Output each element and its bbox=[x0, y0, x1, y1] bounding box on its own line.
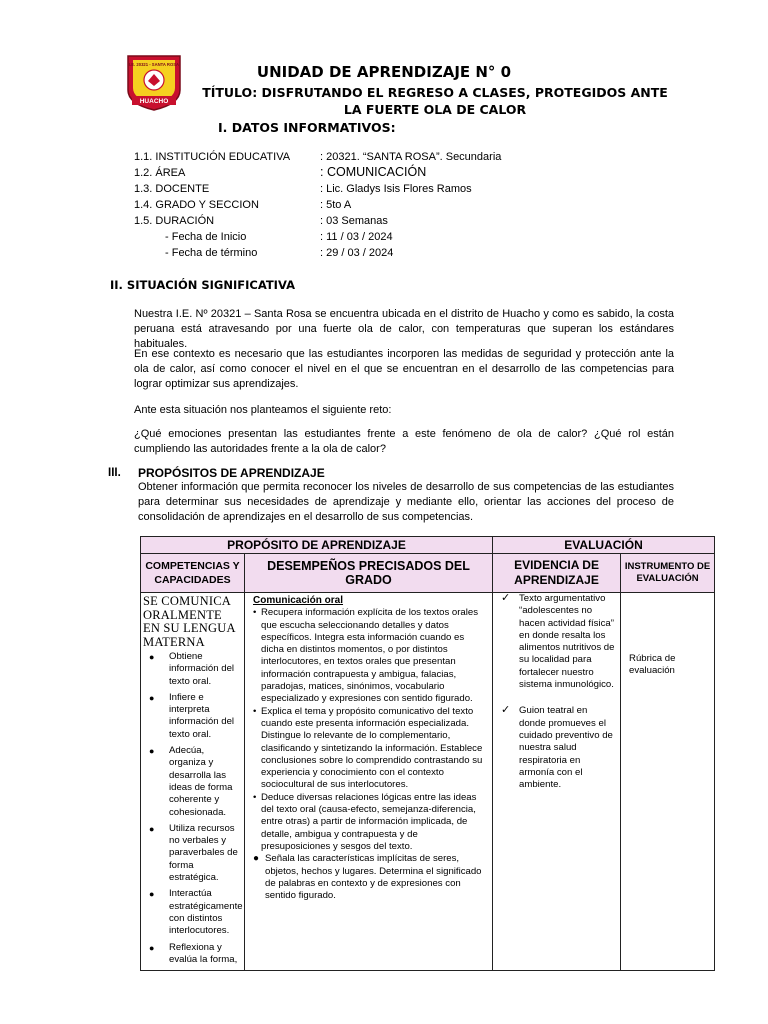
info-label: - Fecha de término bbox=[165, 247, 258, 259]
info-value: : 29 / 03 / 2024 bbox=[320, 247, 394, 259]
capacidad-text: Adecúa, organiza y desarrolla las ideas de forma coherente y cohesionada. bbox=[169, 745, 233, 818]
section-number: III. bbox=[108, 467, 121, 479]
info-value: : 20321. “SANTA ROSA”. Secundaria bbox=[320, 151, 502, 163]
checkmark-icon: ✓ bbox=[501, 704, 511, 717]
header-instrumento: INSTRUMENTO DE EVALUACIÓN bbox=[621, 554, 715, 593]
bullet-icon: ● bbox=[149, 889, 155, 900]
header-evaluacion: EVALUACIÓN bbox=[493, 537, 715, 554]
list-item bbox=[143, 692, 242, 741]
bullet-icon: ● bbox=[149, 692, 155, 703]
capacidad-text: Utiliza recursos no verbales y paraverbales de forma estratégica. bbox=[169, 822, 238, 884]
desempenos-cell bbox=[245, 593, 493, 971]
logo-bottom-text: HUACHO bbox=[139, 98, 169, 105]
datos-informativos bbox=[0, 0, 768, 270]
info-label: 1.2. ÁREA bbox=[134, 167, 186, 179]
document-subtitle: TÍTULO: DISFRUTANDO EL REGRESO A CLASES, PROTEGIDOS ANTE LA FUERTE OLA DE CALOR bbox=[202, 85, 668, 117]
competencia-title: SE COMUNICA ORALMENTE EN SU LENGUA MATERNA bbox=[143, 594, 235, 649]
logo-top-text: I.E. 20321 - SANTA ROSA bbox=[128, 62, 180, 67]
info-value: : COMUNICACIÓN bbox=[320, 165, 427, 179]
bullet-icon: ● bbox=[149, 823, 155, 834]
info-label: - Fecha de Inicio bbox=[165, 231, 247, 243]
capacidad-text: Reflexiona y evalúa la forma, bbox=[169, 941, 238, 965]
list-item bbox=[253, 853, 488, 902]
list-item bbox=[143, 651, 242, 688]
list-item bbox=[253, 792, 488, 853]
header-desempenos: DESEMPEÑOS PRECISADOS DEL GRADO bbox=[245, 554, 493, 593]
info-label: 1.1. INSTITUCIÓN EDUCATIVA bbox=[134, 151, 291, 163]
info-label: 1.3. DOCENTE bbox=[134, 183, 210, 195]
document-title: UNIDAD DE APRENDIZAJE N° 0 bbox=[256, 63, 512, 81]
capacidades-list bbox=[143, 651, 242, 966]
propositos-table bbox=[140, 536, 715, 971]
instrumento-text: Rúbrica de evaluación bbox=[629, 653, 676, 677]
desempenos-list bbox=[253, 607, 488, 902]
info-label: 1.4. GRADO Y SECCION bbox=[134, 199, 259, 211]
section-heading-datos: I. DATOS INFORMATIVOS: bbox=[218, 120, 396, 135]
evidencia-item bbox=[499, 705, 616, 791]
bullet-icon: ● bbox=[149, 652, 155, 662]
competencias-cell bbox=[141, 593, 245, 971]
bullet-icon: • bbox=[253, 607, 257, 619]
bullet-icon: ● bbox=[253, 853, 260, 865]
list-item bbox=[143, 942, 242, 967]
list-item bbox=[253, 706, 488, 792]
header-competencias: COMPETENCIAS Y CAPACIDADES bbox=[141, 554, 245, 593]
evidencias-cell bbox=[493, 593, 621, 971]
capacidad-text: Interactúa estratégicamente con distintos interlocutores. bbox=[169, 888, 243, 937]
bullet-icon: • bbox=[253, 705, 257, 717]
desempenos-title: Comunicación oral bbox=[253, 595, 344, 606]
bullet-icon: ● bbox=[149, 942, 155, 953]
desempeno-text: Señala las características implícitas de seres, objetos, hechos y lugares. Determina el significado de palabras en contexto y de expresiones con sentido figurado. bbox=[265, 853, 482, 902]
section-heading-situacion: II. SITUACIÓN SIGNIFICATIVA bbox=[110, 278, 295, 292]
info-value: : 5to A bbox=[320, 199, 352, 211]
paragraph: Nuestra I.E. Nº 20321 – Santa Rosa se encuentra ubicada en el distrito de Huacho y como es sabido, la costa peruana está atravesando por una fuerte ola de calor, con temperaturas que superan los estándares habituales. bbox=[134, 308, 674, 350]
capacidad-text: Infiere e interpreta información del texto oral. bbox=[169, 691, 235, 740]
desempeno-text: Recupera información explícita de los textos orales que escucha seleccionando detalles y datos específicos. Integra esta información cuando es dicha en distintos momentos, o por distintos interlocutores, en textos orales que presentan información contrapuesta y ambigua, falacias, paradojas, matices, sinónimos, vocabulario especializado y expresiones con sentido figurado. bbox=[261, 607, 479, 705]
list-item bbox=[253, 607, 488, 705]
paragraph: En ese contexto es necesario que las estudiantes incorporen las medidas de seguridad y protección ante la ola de calor, así como conocer el nivel en el que se encuentran en el desarrollo de las competencias para lograr optimizar sus aprendizajes. bbox=[134, 348, 674, 390]
info-value: : 03 Semanas bbox=[320, 215, 388, 227]
bullet-icon: • bbox=[253, 791, 257, 803]
capacidad-text: Obtiene información del texto oral. bbox=[169, 651, 235, 687]
paragraph: Ante esta situación nos planteamos el siguiente reto: bbox=[134, 404, 392, 416]
info-value: : 11 / 03 / 2024 bbox=[320, 231, 393, 243]
info-value: : Lic. Gladys Isis Flores Ramos bbox=[320, 183, 472, 195]
list-item bbox=[143, 745, 242, 819]
desempeno-text: Deduce diversas relaciones lógicas entre las ideas del texto oral (causa-efecto, semejanza-diferencia, entre otras) a partir de información implicada, de detalle, ambigua y contrapuesta y de presuposiciones y sesgos del texto. bbox=[261, 791, 477, 852]
evidencia-item bbox=[499, 593, 616, 691]
info-label: 1.5. DURACIÓN bbox=[134, 215, 215, 227]
instrumento-cell bbox=[621, 593, 715, 971]
desempeno-text: Explica el tema y propósito comunicativo del texto cuando este presenta información especializada. Distingue lo relevante de lo complementario, clasificando y sintetizando la información. Establece conclusiones sobre lo comprendido contrastando su experiencia y conocimiento con el contexto sociocultural de sus interlocutores. bbox=[261, 705, 483, 791]
header-proposito: PROPÓSITO DE APRENDIZAJE bbox=[141, 537, 493, 554]
header-evidencia: EVIDENCIA DE APRENDIZAJE bbox=[493, 554, 621, 593]
paragraph: Obtener información que permita reconocer los niveles de desarrollo de sus competencias de las estudiantes para determinar sus necesidades de aprendizaje y mediante ello, orientar las acciones del proceso de consolidación de aprendizajes en el desarrollo de sus competencias. bbox=[138, 481, 674, 523]
list-item bbox=[143, 823, 242, 884]
bullet-icon: ● bbox=[149, 746, 155, 757]
section-heading-propositos: PROPÓSITOS DE APRENDIZAJE bbox=[138, 466, 325, 480]
checkmark-icon: ✓ bbox=[501, 592, 511, 604]
evidencia-text: Texto argumentativo “adolescentes no hacen actividad física” en donde resalta los alimentos nutritivos de su localidad para fortalecer nuestro sistema inmunológico. bbox=[519, 593, 615, 691]
evidencia-text: Guion teatral en donde promueves el cuidado preventivo de nuestra salud respiratoria en armonía con el ambiente. bbox=[519, 705, 613, 791]
paragraph: ¿Qué emociones presentan las estudiantes frente a este fenómeno de ola de calor? ¿Qué rol están cumpliendo las autoridades frente a la ola de calor? bbox=[134, 428, 674, 455]
list-item bbox=[143, 888, 242, 937]
